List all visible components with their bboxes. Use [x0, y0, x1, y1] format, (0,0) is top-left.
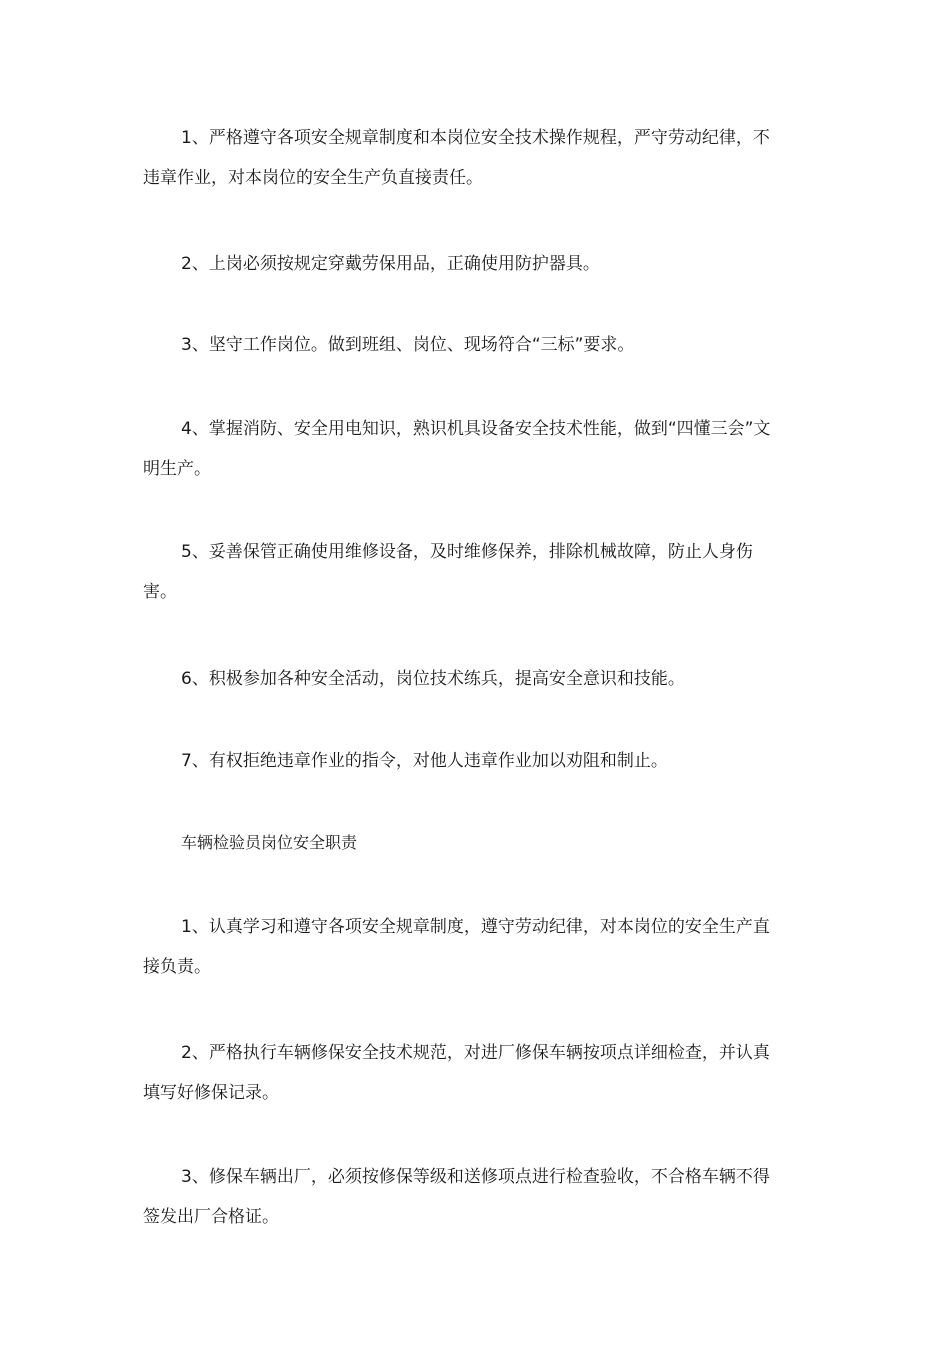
paragraph-1-part-b: 严守劳动纪律，不违章作业，对本岗位的安全生产负直接责任。 — [143, 128, 770, 188]
paragraph-6: 6、积极参加各种安全活动，岗位技术练兵，提高安全意识和技能。 — [181, 669, 685, 689]
paragraph-4: 4、掌握消防、安全用电知识，熟识机具设备安全技术性能，做到“四懂三会”文明生产。 — [143, 419, 771, 479]
paragraph-3: 3、坚守工作岗位。做到班组、岗位、现场符合“三标”要求。 — [181, 335, 635, 355]
paragraph-b3: 3、修保车辆出厂，必须按修保等级和送修项点进行检查验收，不合格车辆不得签发出厂合格证。 — [143, 1167, 770, 1227]
paragraph-b2: 2、严格执行车辆修保安全技术规范，对进厂修保车辆按项点详细检查，并认真填写好修保记录。 — [143, 1043, 770, 1103]
paragraph-5: 5、妥善保管正确使用维修设备，及时维修保养，排除机械故障，防止人身伤害。 — [143, 542, 753, 602]
paragraph-1 — [143, 118, 783, 198]
paragraph-7: 7、有权拒绝违章作业的指令，对他人违章作业加以劝阻和制止。 — [181, 751, 668, 771]
paragraph-2: 2、上岗必须按规定穿戴劳保用品，正确使用防护器具。 — [181, 254, 600, 274]
paragraph-1-part-a: 1、严格遵守各项安全规章制度和本岗位安全技术操作规程， — [181, 128, 634, 148]
section-heading: 车辆检验员岗位安全职责 — [181, 833, 358, 852]
paragraph-b1: 1、认真学习和遵守各项安全规章制度，遵守劳动纪律，对本岗位的安全生产直接负责。 — [143, 917, 770, 977]
